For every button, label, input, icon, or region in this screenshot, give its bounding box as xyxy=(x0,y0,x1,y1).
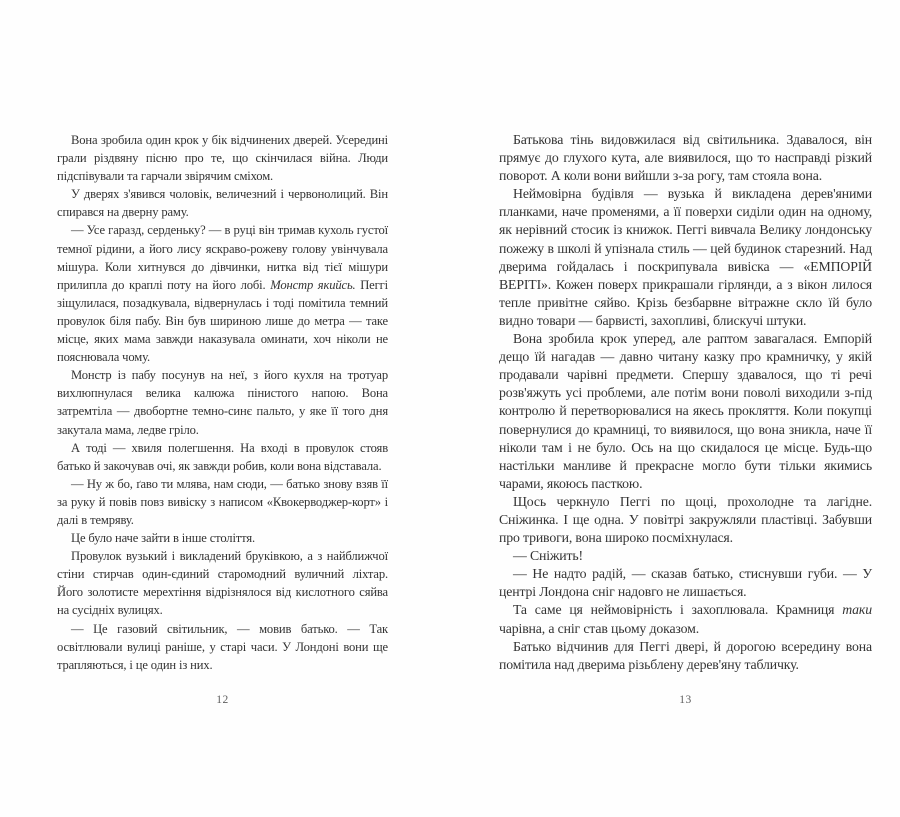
paragraph: Вона зробила крок уперед, але раптом завагалася. Емпорій дещо їй нагадав — давно читану казку про крамничку, у якій продавали чарівні предмети. Спершу здавалося, що ті речі розв'яжуть усі проблеми, але потім вони поволі виходили з-під контролю й перетворювалися на якесь прокляття. Коли покупці повернулися до крамниці, то виявилося, що вона зникла, наче її ніколи там і не було. Ось на що скидалося це місце. Будь-що настільки манливе й прекрасне могло бути тільки якимись чарами, якоюсь пасткою. xyxy=(499,331,872,491)
paragraph: — Ну ж бо, ґаво ти млява, нам сюди, — батько знову взяв її за руку й повів повз вивіску з написом «Квокерводжер-корт» і далі в темряву. xyxy=(57,476,388,527)
paragraph: Батькова тінь видовжилася від світильника. Здавалося, він прямує до глухого кута, але виявилося, що то насправді різкий поворот. А коли вони вийшли з-за рогу, там стояла вона. xyxy=(499,132,872,184)
paragraph: Та саме ця неймовірність і захоплювала. Крамниця таки чарівна, а сніг став цьому доказом. xyxy=(499,602,872,636)
paragraph: У дверях з'явився чоловік, величезний і червонолиций. Він спирався на дверну раму. xyxy=(57,187,388,220)
paragraph: А тоді — хвиля полегшення. На вході в провулок стояв батько й закочував очі, як завжди робив, коли вона відставала. xyxy=(57,440,388,473)
paragraph: Провулок вузький і викладений бруківкою, а з найближчої стіни стирчав один-єдиний старомодний вуличний ліхтар. Його золотисте мерехтіння відрізнялося від кислотного сяйва на сусідніх вулицях. xyxy=(57,549,388,618)
paragraph: Це було наче зайти в інше століття. xyxy=(71,531,255,546)
paragraph: Вона зробила один крок у бік відчинених дверей. Усередині грали різдвяну пісню про те, що скінчилася війна. Люди підспівували та гарчали звірячим сміхом. xyxy=(57,133,388,184)
paragraph: Щось черкнуло Пеггі по щоці, прохолодне та лагідне. Сніжинка. І ще одна. У повітрі закружляли пластівці. Забувши про тривоги, вона широко посміхнулася. xyxy=(499,493,872,546)
paragraph: — Це газовий світильник, — мовив батько. — Так освітлювали вулиці раніше, у старі часи. У Лондоні вони ще трапляються, і це один із них. xyxy=(57,621,388,672)
paragraph: Батько відчинив для Пеггі двері, й дорогою всередину вона помітила над дверима різьблену дерев'яну табличку. xyxy=(499,638,872,672)
paragraph: Неймовірна будівля — вузька й викладена дерев'яними планками, наче променями, а її поверхи сиділи один на одному, як нерівний стосик із книжок. Пеггі вивчала Велику лондонську пожежу в школі й упізнала стиль — цей будинок старезний. Над дверима гойдалась і поскрипувала вивіска — «ЕМПОРІЙ ВЕРІТІ». Кожен поверх прикрашали гірлянди, а з вікон лилося тепле привітне сяйво. Крізь безбарвне вітражне скло їй було видно товари — барвисті, захопливі, блискучі штуки. xyxy=(499,186,872,328)
paragraph: — Сніжить! xyxy=(513,548,583,564)
page-right xyxy=(450,0,900,817)
paragraph: — Усе гаразд, серденьку? — в руці він тримав кухоль густої темної рідини, а його лису яскраво-рожеву голову увінчувала мішура. Коли хитнувся до дівчинки, нитка від тієї мішури прилипла до краплі поту на його лобі. Монстр якийсь. Пеггі зіщулилася, позадкувала, відвернулась і тоді помітила темний провулок біля пабу. Він був шириною лише до метра — таке місце, яких мама завжди наказувала оминати, хоч ніколи не пояснювала чому. xyxy=(57,223,388,365)
page-left-text xyxy=(57,131,388,674)
page-right-text xyxy=(499,131,872,674)
page-number-right: 13 xyxy=(679,694,692,706)
paragraph: — Не надто радій, — сказав батько, стиснувши губи. — У центрі Лондона сніг надовго не лишається. xyxy=(499,566,872,600)
page-number-left: 12 xyxy=(216,694,229,706)
paragraph: Монстр із пабу посунув на неї, з його кухля на тротуар вихлюпнулася велика калюжа пінистого напою. Вона затремтіла — двобортне темно-синє пальто, у яке її того дня закутала мама, ледве гріло. xyxy=(57,368,388,437)
